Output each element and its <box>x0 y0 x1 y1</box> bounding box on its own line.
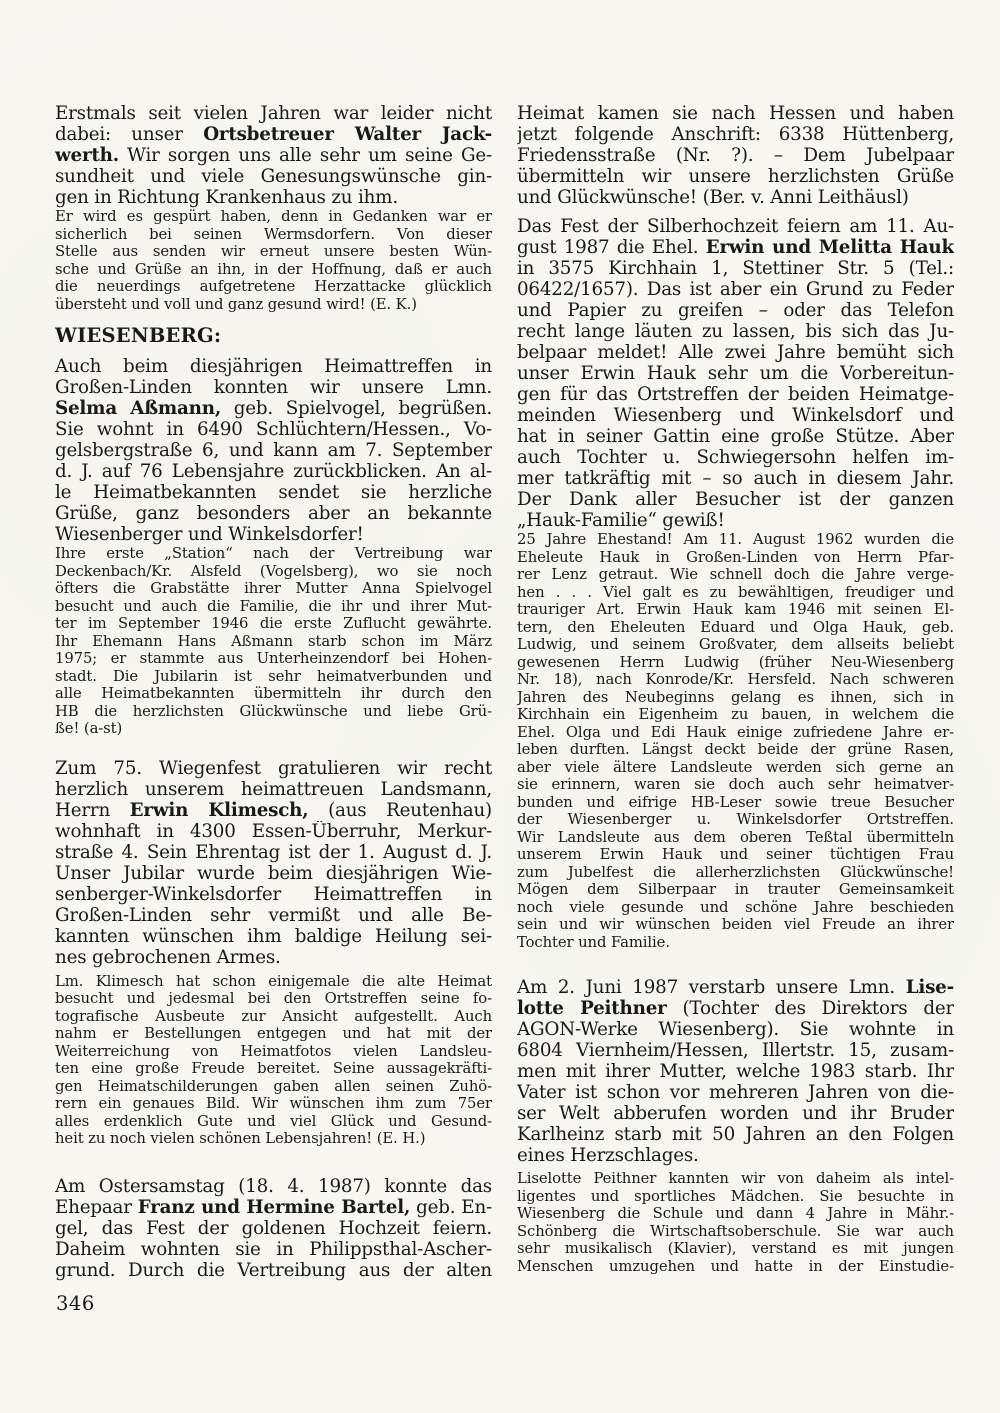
text-line <box>55 124 492 145</box>
text-run: noch viele gesunde und schöne Jahre beschieden <box>517 898 954 916</box>
text-line <box>517 510 954 531</box>
right-column <box>517 103 954 1275</box>
text-line <box>517 405 954 426</box>
text-line <box>55 296 492 314</box>
text-line <box>517 654 954 672</box>
text-run: unser Erwin Hauk sehr um die Vorbereitun- <box>517 363 954 384</box>
text-run: in 3575 Kirchhain 1, Stettiner Str. 5 (Tel.: <box>517 258 954 279</box>
text-line <box>517 216 954 237</box>
text-line <box>55 440 492 461</box>
text-run: Kirchhain ein Eigenheim zu bauen, in welchem die <box>517 706 954 723</box>
text-line <box>517 1240 954 1258</box>
text-run: geb. En- <box>410 1196 492 1218</box>
bold-text-run: Selma Aßmann, <box>55 398 222 419</box>
text-run: gust 1987 die Ehel. <box>517 237 706 258</box>
text-line <box>55 947 492 968</box>
text-line <box>55 325 492 347</box>
text-line <box>517 1082 954 1103</box>
text-run: öfters die Grabstätte ihrer Mutter Anna Spielvogel <box>55 580 492 597</box>
text-run: sein und wir wünschen beiden viel Freude an ihrer <box>517 916 954 933</box>
left-column <box>55 103 492 1281</box>
text-run: d. J. auf 76 Lebensjahre zurückblicken. An al- <box>55 461 492 482</box>
text-line <box>517 187 954 208</box>
text-run: Schönberg die Wirtschaftsoberschule. Sie war auch <box>517 1222 954 1240</box>
text-line <box>517 689 954 707</box>
text-line <box>55 398 492 419</box>
text-line <box>517 899 954 917</box>
text-line <box>55 650 492 668</box>
bold-text-run: Erwin und Melitta Hauk <box>705 237 954 258</box>
text-run: Am 2. Juni 1987 verstarb unsere Lmn. <box>517 977 906 998</box>
text-run: Wir sorgen uns alle sehr um seine Ge- <box>118 145 492 166</box>
text-run: gen in Richtung Krankenhaus zu ihm. <box>55 187 398 208</box>
text-run: Nr. 18), nach Konrode/Kr. Hersfeld. Nach schweren <box>517 671 954 688</box>
text-run: sicherlich bei seinen Wermsdorfern. Von dieser <box>55 225 492 243</box>
text-line <box>517 103 954 124</box>
text-line <box>517 1170 954 1188</box>
text-run: sundheit und viele Genesungswünsche gin- <box>55 166 492 187</box>
text-run: Deckenbach/Kr. Alsfeld (Vogelsberg), wo sie noch <box>55 562 492 580</box>
text-line <box>517 300 954 321</box>
text-run: und Glückwünsche! (Ber. v. Anni Leithäusl) <box>517 187 909 208</box>
text-line <box>517 489 954 510</box>
text-run: „Hauk-Familie“ gewiß! <box>517 510 725 531</box>
text-run: Ihr Ehemann Hans Aßmann starb schon im März <box>55 632 492 650</box>
text-run: alles erdenklich Gute und viel Glück und Gesund- <box>55 1112 492 1130</box>
bold-text-run: Erwin Klimesch, <box>129 799 309 821</box>
text-line <box>55 703 492 721</box>
text-run: sche und Grüße an ihn, in der Hoffnung, daß er auch <box>55 260 492 278</box>
text-run: Menschen umzugehen und hatte in der Einstudie- <box>517 1257 954 1275</box>
text-line <box>55 1113 492 1131</box>
text-line <box>55 419 492 440</box>
text-line <box>517 636 954 654</box>
text-run: 1975; er stammte aus Unterheinzendorf bei Hohen- <box>55 650 492 667</box>
text-run: 6804 Viernheim/Hessen, Illertstr. 15, zusam- <box>517 1040 954 1061</box>
text-run: Der Dank aller Besucher ist der ganzen <box>517 489 954 510</box>
text-run: HB die herzlichsten Glückwünsche und liebe Grü- <box>55 702 492 720</box>
paragraph-assmann-detail <box>55 545 492 738</box>
text-line <box>55 842 492 863</box>
text-run: zum Jubelfest die allerherzlichsten Glückwünsche! <box>517 863 954 881</box>
text-run: Vater ist schon vor mehreren Jahren von die- <box>517 1082 954 1103</box>
text-line <box>55 461 492 482</box>
text-line <box>55 821 492 842</box>
text-run: und Papier zu greifen – oder das Telefon <box>517 300 954 321</box>
text-line <box>55 800 492 821</box>
text-run: unserem Erwin Hauk und seiner tüchtigen Frau <box>517 846 954 863</box>
text-line <box>517 934 954 952</box>
text-run: Stelle aus senden wir erneut unsere besten Wün- <box>55 243 492 260</box>
text-run: Unser Jubilar wurde beim diesjährigen Wie- <box>55 862 492 884</box>
text-line <box>55 503 492 524</box>
text-run: Tochter und Familie. <box>517 933 670 951</box>
text-run: Am Ostersamstag (18. 4. 1987) konnte das <box>55 1175 492 1197</box>
text-run: Jahren des Neubeginns gelang es ihnen, sich in <box>517 688 954 706</box>
text-run: rern ein genaues Bild. Wir wünschen ihm zum 75er <box>55 1095 492 1112</box>
text-run: nahm er Bestellungen entgegen und hat mit der <box>55 1025 492 1042</box>
text-run: gewesenen Herrn Ludwig (früher Neu-Wiesenberg <box>517 653 954 671</box>
text-line <box>55 1260 492 1281</box>
text-run: Sie wohnt in 6490 Schlüchtern/Hessen., Vo- <box>55 419 492 440</box>
text-run: Mögen dem Silberpaar in trauter Gemeinsamkeit <box>517 881 954 898</box>
text-run: (Tochter des Direktors der <box>666 998 954 1019</box>
text-line <box>517 811 954 829</box>
text-run: jetzt folgende Anschrift: 6338 Hüttenberg, <box>517 124 954 145</box>
text-line <box>517 759 954 777</box>
text-run: 25 Jahre Ehestand! Am 11. August 1962 wurden die <box>517 531 954 548</box>
bold-text-run: lotte Peithner <box>517 998 667 1019</box>
paragraph-liselotte-peithner <box>517 977 954 1166</box>
paragraph-peithner-detail <box>517 1170 954 1275</box>
text-run: Wiesenberg die Schule und dann 4 Jahre in Mähr.- <box>517 1205 954 1222</box>
text-line <box>517 549 954 567</box>
text-line <box>517 619 954 637</box>
text-run: mer tatkräftig mit – so auch in diesem Jahr. <box>517 468 954 489</box>
text-line <box>55 208 492 226</box>
text-run: Lm. Klimesch hat schon einigemale die alte Heimat <box>55 972 492 990</box>
text-line <box>517 1205 954 1223</box>
text-run: ligentes und sportliches Mädchen. Sie besuchte in <box>517 1187 954 1205</box>
text-run: der Wiesenberger u. Winkelsdorfer Ortstreffen. <box>517 811 954 828</box>
text-line <box>55 1060 492 1078</box>
text-run: nes gebrochenen Armes. <box>55 946 281 968</box>
text-line <box>55 685 492 703</box>
text-line <box>55 779 492 800</box>
text-line <box>517 1061 954 1082</box>
text-run: Wiesenberger und Winkelsdorfer! <box>55 524 364 545</box>
paragraph-hauk-silberhochzeit <box>517 216 954 531</box>
text-line <box>55 563 492 581</box>
paragraph-bartel-goldene-hochzeit <box>55 1176 492 1281</box>
text-line <box>55 633 492 651</box>
text-run: 06422/1657). Das ist aber ein Grund zu Feder <box>517 279 954 300</box>
text-run: tern, den Eheleuten Eduard und Olga Hauk, geb. <box>517 618 954 636</box>
text-line <box>517 384 954 405</box>
text-line <box>517 601 954 619</box>
text-line <box>517 1103 954 1124</box>
text-line <box>55 1095 492 1113</box>
text-line <box>55 1197 492 1218</box>
text-run: kannten wünschen ihm baldige Heilung sei- <box>55 925 492 947</box>
text-run: heit zu noch vielen schönen Lebensjahren! (E. H.) <box>55 1130 426 1147</box>
page-number: 346 <box>56 1292 95 1315</box>
text-line <box>55 356 492 377</box>
text-run: Wir Landsleute aus dem oberen Teßtal übermitteln <box>517 828 954 846</box>
bold-text-run: Franz und Hermine Bartel, <box>137 1196 411 1218</box>
text-line <box>55 615 492 633</box>
text-run: belpaar meldet! Alle zwei Jahre bemüht sich <box>517 342 954 363</box>
text-line <box>55 103 492 124</box>
text-run: sie erinnern, waren sie doch auch sehr heimatver- <box>517 776 954 793</box>
paragraph-selma-assmann <box>55 356 492 545</box>
text-run: AGON-Werke Wiesenberg). Sie wohnte in <box>517 1019 954 1040</box>
text-line <box>55 1176 492 1197</box>
text-run: men mit ihrer Mutter, welche 1983 starb. Ihr <box>517 1061 954 1082</box>
text-run: Heimat kamen sie nach Hessen und haben <box>517 103 954 124</box>
text-line <box>55 668 492 686</box>
paragraph-walter-jackwerth <box>55 103 492 208</box>
bold-text-run: Ortsbetreuer Walter Jack- <box>203 124 492 145</box>
text-line <box>55 580 492 598</box>
text-run: (aus Reutenhau) <box>308 799 492 821</box>
text-line <box>517 321 954 342</box>
text-run: Ehel. Olga und Edi Hauk einige zufriedene Jahre er- <box>517 723 954 741</box>
text-line <box>517 864 954 882</box>
text-line <box>55 545 492 563</box>
text-line <box>517 279 954 300</box>
text-run: Er wird es gespürt haben, denn in Gedanken war er <box>55 208 492 225</box>
text-line <box>517 447 954 468</box>
text-line <box>517 237 954 258</box>
bold-text-run: werth. <box>55 145 119 166</box>
text-line <box>517 1223 954 1241</box>
text-run: sehr musikalisch (Klavier), verstand es mit jungen <box>517 1240 954 1257</box>
text-run: Eheleute Hauk in Großen-Linden von Herrn Pfar- <box>517 548 954 566</box>
bold-text-run: WIESENBERG: <box>55 325 222 347</box>
text-run: recht lange läuten zu lassen, bis sich das Ju- <box>517 321 954 342</box>
text-line <box>517 584 954 602</box>
text-run: besucht und jedesmal bei den Ortstreffen seine fo- <box>55 990 492 1007</box>
text-run: Daheim wohnten sie in Philippsthal-Ascher- <box>55 1238 492 1260</box>
text-line <box>55 278 492 296</box>
text-run: gelsbergstraße 6, und kann am 7. September <box>55 440 492 461</box>
text-line <box>55 166 492 187</box>
text-line <box>55 758 492 779</box>
text-run: alle Heimatbekannten übermitteln ihr durch den <box>55 685 492 702</box>
text-run: geb. Spielvogel, begrüßen. <box>221 398 492 419</box>
paragraph-jackwerth-detail <box>55 208 492 313</box>
text-run: Das Fest der Silberhochzeit feiern am 11. Au- <box>517 216 954 237</box>
text-run: Zum 75. Wiegenfest gratulieren wir recht <box>55 757 492 779</box>
text-run: Weiterreichung von Heimatfotos vielen Landsleu- <box>55 1042 492 1060</box>
text-run: Herrn <box>55 799 130 821</box>
text-line <box>517 846 954 864</box>
text-line <box>517 1019 954 1040</box>
text-line <box>55 261 492 279</box>
text-line <box>55 482 492 503</box>
text-run: ter im September 1946 die erste Zuflucht gewährte. <box>55 615 492 632</box>
text-line <box>517 916 954 934</box>
text-line <box>55 863 492 884</box>
text-run: auch Tochter u. Schwiegersohn helfen im- <box>517 447 954 468</box>
text-line <box>517 124 954 145</box>
text-line <box>517 881 954 899</box>
text-line <box>55 145 492 166</box>
paragraph-bartel-continuation <box>517 103 954 208</box>
text-run: leben durften. Längst deckt beide der grüne Rasen, <box>517 741 954 758</box>
paragraph-erwin-klimesch <box>55 758 492 968</box>
text-line <box>517 776 954 794</box>
text-line <box>517 706 954 724</box>
text-run: hat in seiner Gattin eine große Stütze. Aber <box>517 426 954 447</box>
text-run: Friedensstraße (Nr. ?). – Dem Jubelpaar <box>517 145 954 166</box>
text-run: Ihre erste „Station“ nach der Vertreibung war <box>55 545 492 562</box>
text-run: gel, das Fest der goldenen Hochzeit feiern. <box>55 1217 492 1239</box>
text-line <box>517 566 954 584</box>
text-run: ße! (a-st) <box>55 720 123 737</box>
text-run: ten eine große Freude bereitet. Seine aussagekräfti- <box>55 1060 492 1077</box>
text-run: besucht und auch die Familie, die ihr und ihrer Mut- <box>55 597 492 615</box>
text-line <box>55 1130 492 1148</box>
text-line <box>55 377 492 398</box>
text-run: gen für das Ortstreffen der beiden Heimatge- <box>517 384 954 405</box>
text-line <box>517 1145 954 1166</box>
text-run: rer Lenz getraut. Wie schnell doch die Jahre verge- <box>517 566 954 583</box>
text-run: grund. Durch die Vertreibung aus der alten <box>55 1259 492 1281</box>
text-line <box>517 426 954 447</box>
text-run: Großen-Linden konnten wir unsere Lmn. <box>55 377 492 398</box>
text-line <box>517 363 954 384</box>
text-run: trauriger Art. Erwin Hauk kam 1946 mit seinen El- <box>517 601 954 618</box>
text-run: meinden Wiesenberg und Winkelsdorf und <box>517 405 954 426</box>
text-line <box>55 1218 492 1239</box>
text-run: stadt. Die Jubilarin ist sehr heimatverbunden und <box>55 667 492 685</box>
text-line <box>517 1188 954 1206</box>
text-line <box>517 977 954 998</box>
text-line <box>55 187 492 208</box>
text-line <box>55 1008 492 1026</box>
text-run: senberger-Winkelsdorfer Heimattreffen in <box>55 883 492 905</box>
text-line <box>517 531 954 549</box>
text-line <box>517 998 954 1019</box>
text-run: wohnhaft in 4300 Essen-Überruhr, Merkur- <box>55 820 492 842</box>
paragraph-hauk-detail <box>517 531 954 951</box>
text-line <box>517 1258 954 1276</box>
text-run: herzlich unserem heimattreuen Landsmann, <box>55 778 492 800</box>
text-line <box>55 973 492 991</box>
text-line <box>55 720 492 738</box>
text-run: Ludwig, und seinem Großvater, dem allseits beliebt <box>517 636 954 653</box>
text-run: le Heimatbekannten sendet sie herzliche <box>55 482 492 503</box>
text-line <box>55 598 492 616</box>
text-run: übermitteln wir unsere herzlichsten Grüße <box>517 166 954 187</box>
text-line <box>55 1025 492 1043</box>
text-line <box>517 342 954 363</box>
text-run: Erstmals seit vielen Jahren war leider nicht <box>55 103 492 124</box>
text-run: die neuerdings aufgetretene Herzattacke glücklich <box>55 278 492 295</box>
text-line <box>517 1040 954 1061</box>
text-line <box>517 1124 954 1145</box>
text-run: Großen-Linden sehr vermißt und alle Be- <box>55 904 492 926</box>
text-line <box>55 926 492 947</box>
text-run: tografische Ausbeute zur Ansicht aufgestellt. Auch <box>55 1007 492 1025</box>
text-line <box>517 258 954 279</box>
text-line <box>55 1239 492 1260</box>
text-line <box>517 468 954 489</box>
text-run: Liselotte Peithner kannten wir von daheim als intel- <box>517 1170 954 1187</box>
text-line <box>55 243 492 261</box>
text-line <box>517 829 954 847</box>
text-run: eines Herzschlages. <box>517 1145 699 1166</box>
text-run: bunden und eifrige HB-Leser sowie treue Besucher <box>517 793 954 811</box>
text-run: ser Welt abberufen worden und ihr Bruder <box>517 1103 954 1124</box>
text-run: aber viele ältere Landsleute werden sich gerne an <box>517 758 954 776</box>
text-line <box>517 724 954 742</box>
text-line <box>517 166 954 187</box>
text-line <box>55 884 492 905</box>
text-run: dabei: unser <box>55 124 204 145</box>
text-run: straße 4. Sein Ehrentag ist der 1. August d. J. <box>55 841 492 863</box>
text-run: Auch beim diesjährigen Heimattreffen in <box>55 356 492 377</box>
paragraph-klimesch-detail <box>55 973 492 1148</box>
text-line <box>55 905 492 926</box>
text-line <box>55 990 492 1008</box>
text-run: Ehepaar <box>55 1196 138 1218</box>
text-run: hen . . . Viel galt es zu bewähltigen, freudiger und <box>517 583 954 601</box>
text-run: gen Heimatschilderungen gaben allen seinen Zuhö- <box>55 1077 492 1095</box>
text-line <box>55 226 492 244</box>
text-run: Grüße, ganz besonders aber an bekannte <box>55 503 492 524</box>
text-line <box>517 671 954 689</box>
text-run: übersteht und voll und ganz gesund wird! (E. K.) <box>55 295 417 313</box>
bold-text-run: Lise- <box>905 977 954 998</box>
text-line <box>517 741 954 759</box>
text-line <box>55 524 492 545</box>
text-line <box>55 1043 492 1061</box>
text-line <box>517 794 954 812</box>
text-run: Karlheinz starb mit 50 Jahren an den Folgen <box>517 1124 954 1145</box>
text-line <box>517 145 954 166</box>
text-line <box>55 1078 492 1096</box>
section-heading-wiesenberg <box>55 325 492 347</box>
